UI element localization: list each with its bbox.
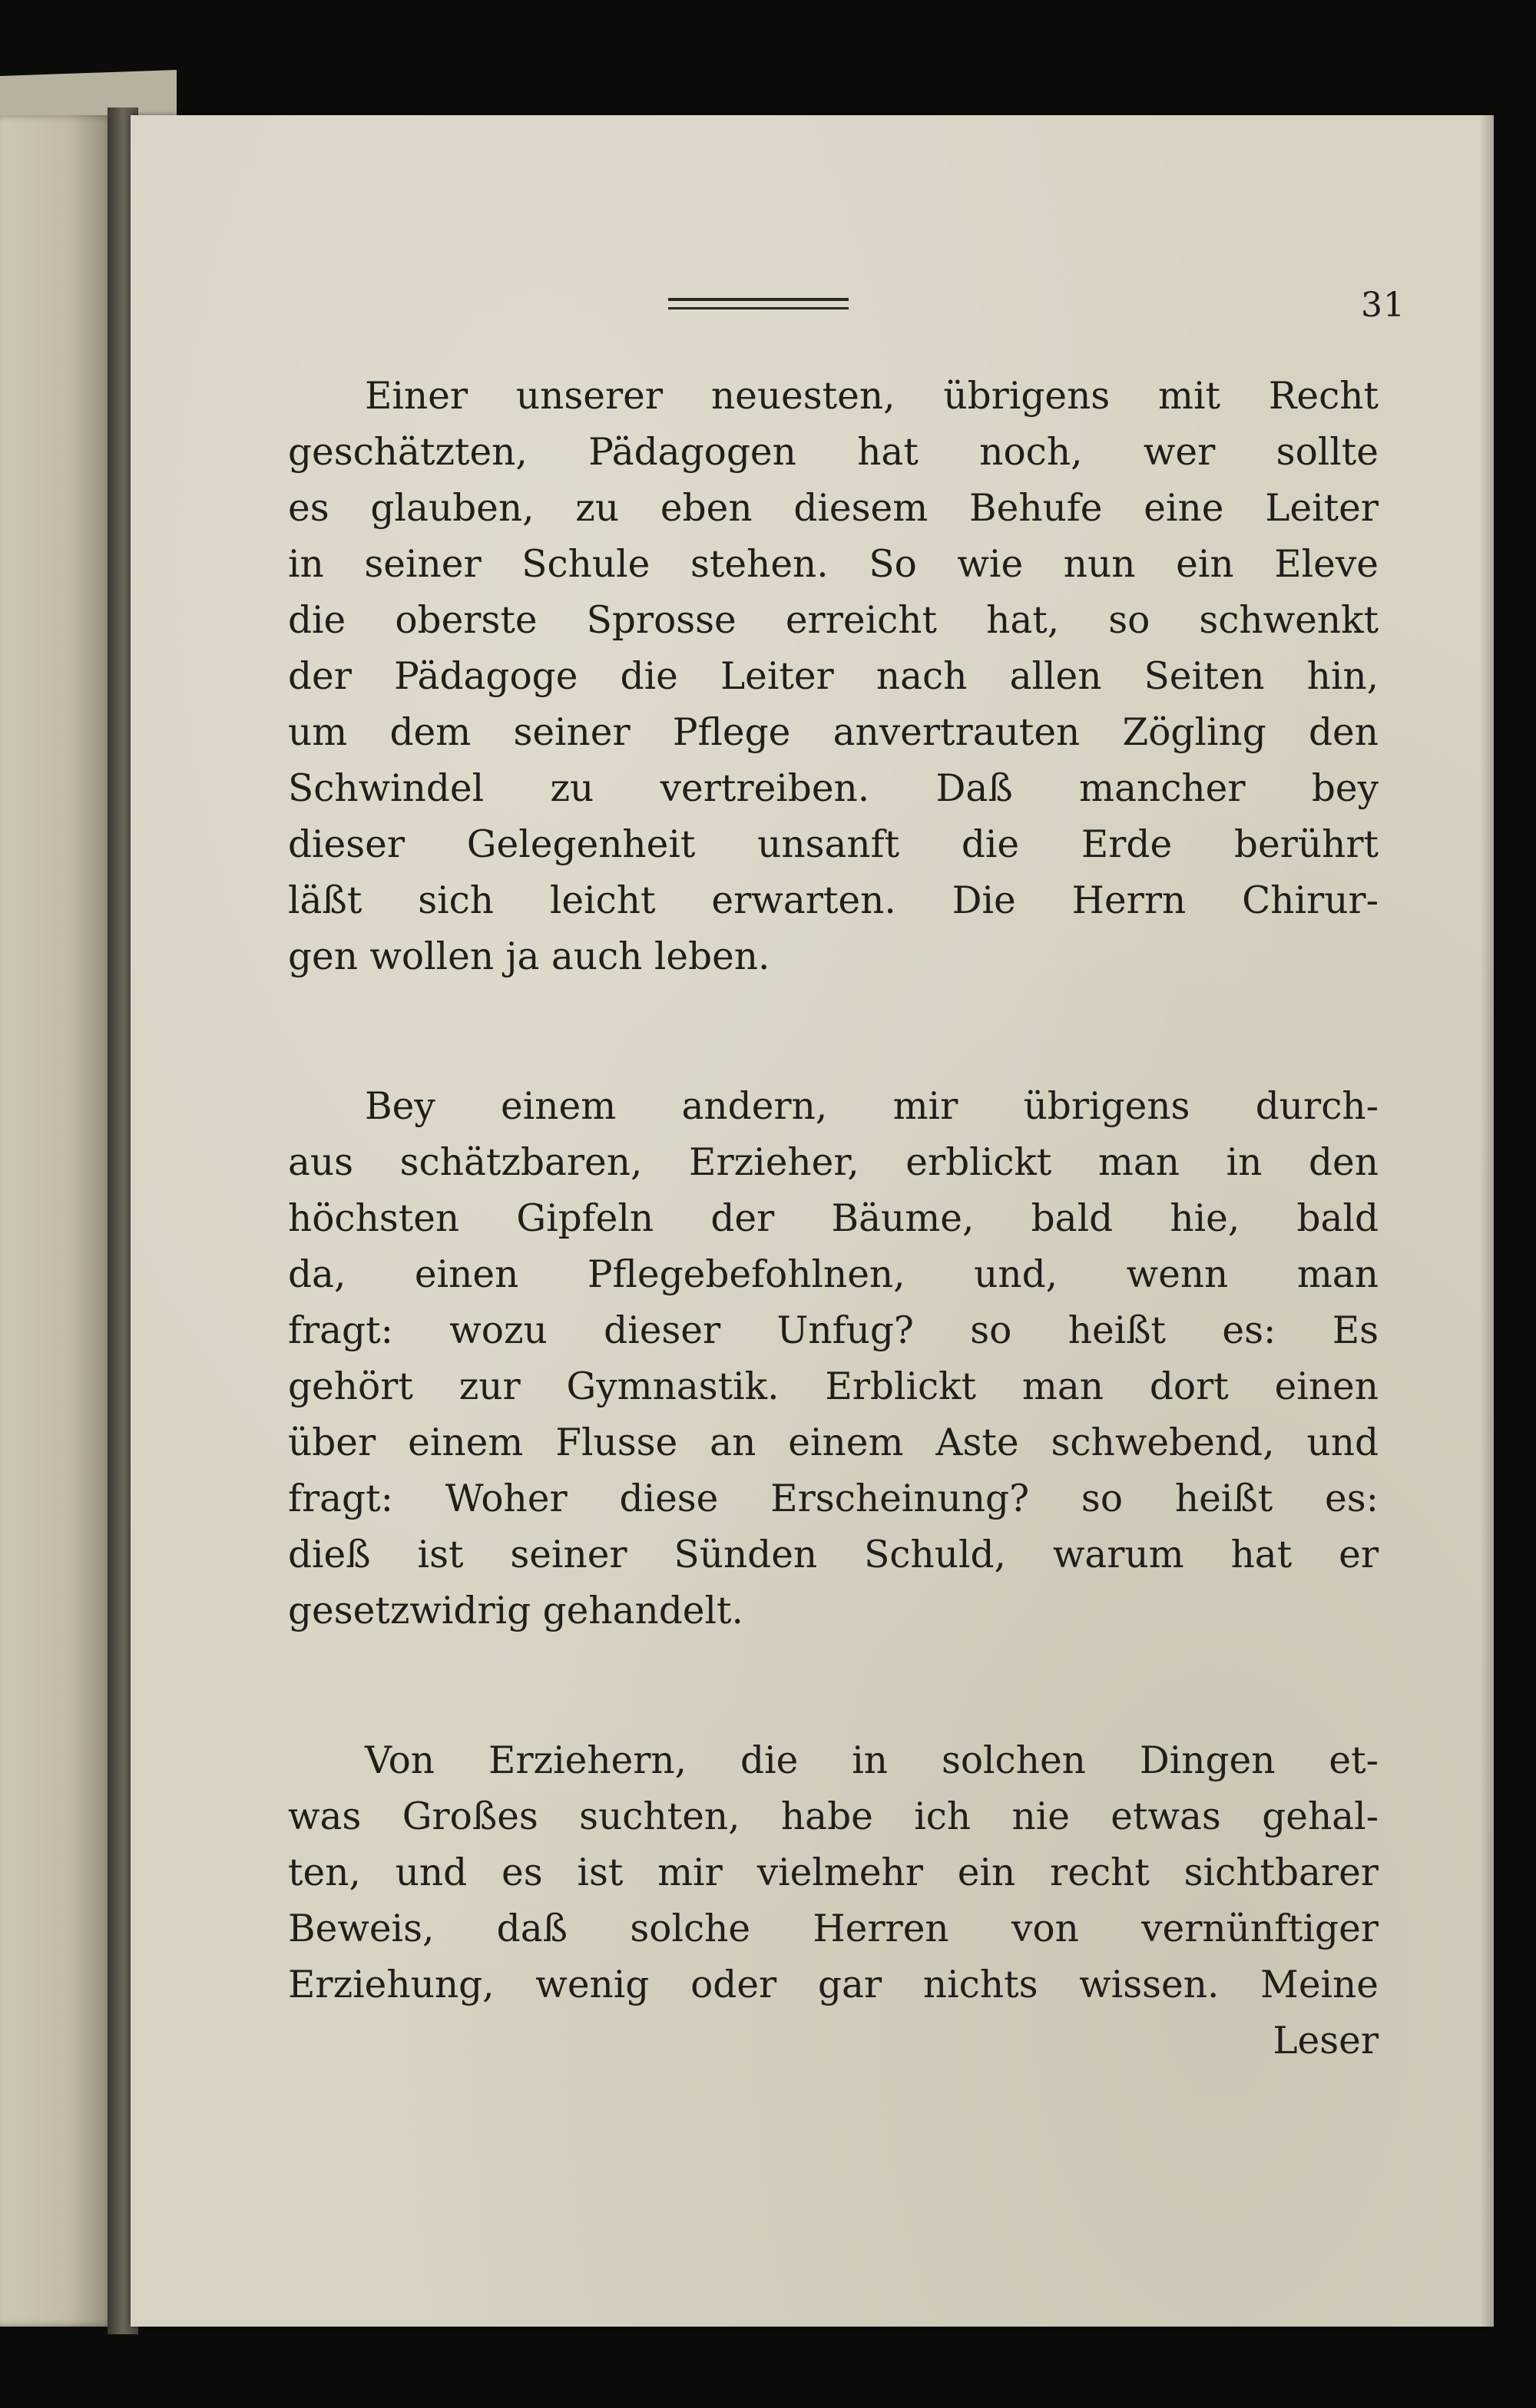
text-line: gehört zur Gymnastik. Erblickt man dort einen xyxy=(288,1365,1379,1408)
text-line: ten, und es ist mir vielmehr ein recht sichtbarer xyxy=(288,1851,1379,1894)
paragraph xyxy=(288,1733,1379,2013)
text-line: gen wollen ja auch leben. xyxy=(288,935,770,978)
text-line: es glauben, zu eben diesem Behufe eine Leiter xyxy=(288,487,1379,530)
text-line: über einem Flusse an einem Aste schwebend, und xyxy=(288,1421,1379,1464)
catchword: Leser xyxy=(1273,2019,1379,2062)
text-line: höchsten Gipfeln der Bäume, bald hie, bald xyxy=(288,1197,1379,1240)
text-line: Beweis, daß solche Herren von vernünftiger xyxy=(288,1907,1379,1950)
text-line: gesetzwidrig gehandelt. xyxy=(288,1589,743,1632)
text-line: da, einen Pflegebefohlnen, und, wenn man xyxy=(288,1253,1379,1296)
paragraph-gap xyxy=(288,1639,1379,1733)
text-line: Einer unserer neuesten, übrigens mit Recht xyxy=(365,375,1379,418)
text-line: der Pädagoge die Leiter nach allen Seiten hin, xyxy=(288,655,1379,698)
text-line: geschätzten, Pädagogen hat noch, wer sollte xyxy=(288,431,1379,474)
header-double-rule xyxy=(668,298,849,309)
previous-page-edge xyxy=(0,115,115,2327)
text-line: Bey einem andern, mir übrigens durch- xyxy=(365,1085,1379,1128)
paragraph xyxy=(288,1079,1379,1639)
text-line: fragt: wozu dieser Unfug? so heißt es: Es xyxy=(288,1309,1379,1352)
text-line: dieser Gelegenheit unsanft die Erde berührt xyxy=(288,823,1379,866)
body-text xyxy=(288,369,1379,2069)
text-line: Erziehung, wenig oder gar nichts wissen. Meine xyxy=(288,1963,1379,2006)
text-line: läßt sich leicht erwarten. Die Herrn Chirur- xyxy=(288,879,1379,922)
text-line: was Großes suchten, habe ich nie etwas gehal- xyxy=(288,1795,1379,1838)
text-line: fragt: Woher diese Erscheinung? so heißt es: xyxy=(288,1477,1379,1520)
text-line: aus schätzbaren, Erzieher, erblickt man in den xyxy=(288,1141,1379,1184)
text-line: um dem seiner Pflege anvertrauten Zögling den xyxy=(288,711,1379,754)
text-line: in seiner Schule stehen. So wie nun ein Eleve xyxy=(288,543,1379,586)
page-number: 31 xyxy=(1361,286,1405,325)
text-line: Schwindel zu vertreiben. Daß mancher bey xyxy=(288,767,1379,810)
text-line: die oberste Sprosse erreicht hat, so schwenkt xyxy=(288,599,1379,642)
page-edge-shadow xyxy=(1480,115,1494,2327)
text-line: dieß ist seiner Sünden Schuld, warum hat er xyxy=(288,1533,1379,1576)
paragraph xyxy=(288,369,1379,985)
book-page xyxy=(131,115,1494,2327)
text-line: Von Erziehern, die in solchen Dingen et- xyxy=(365,1739,1379,1782)
paragraph-gap xyxy=(288,985,1379,1079)
